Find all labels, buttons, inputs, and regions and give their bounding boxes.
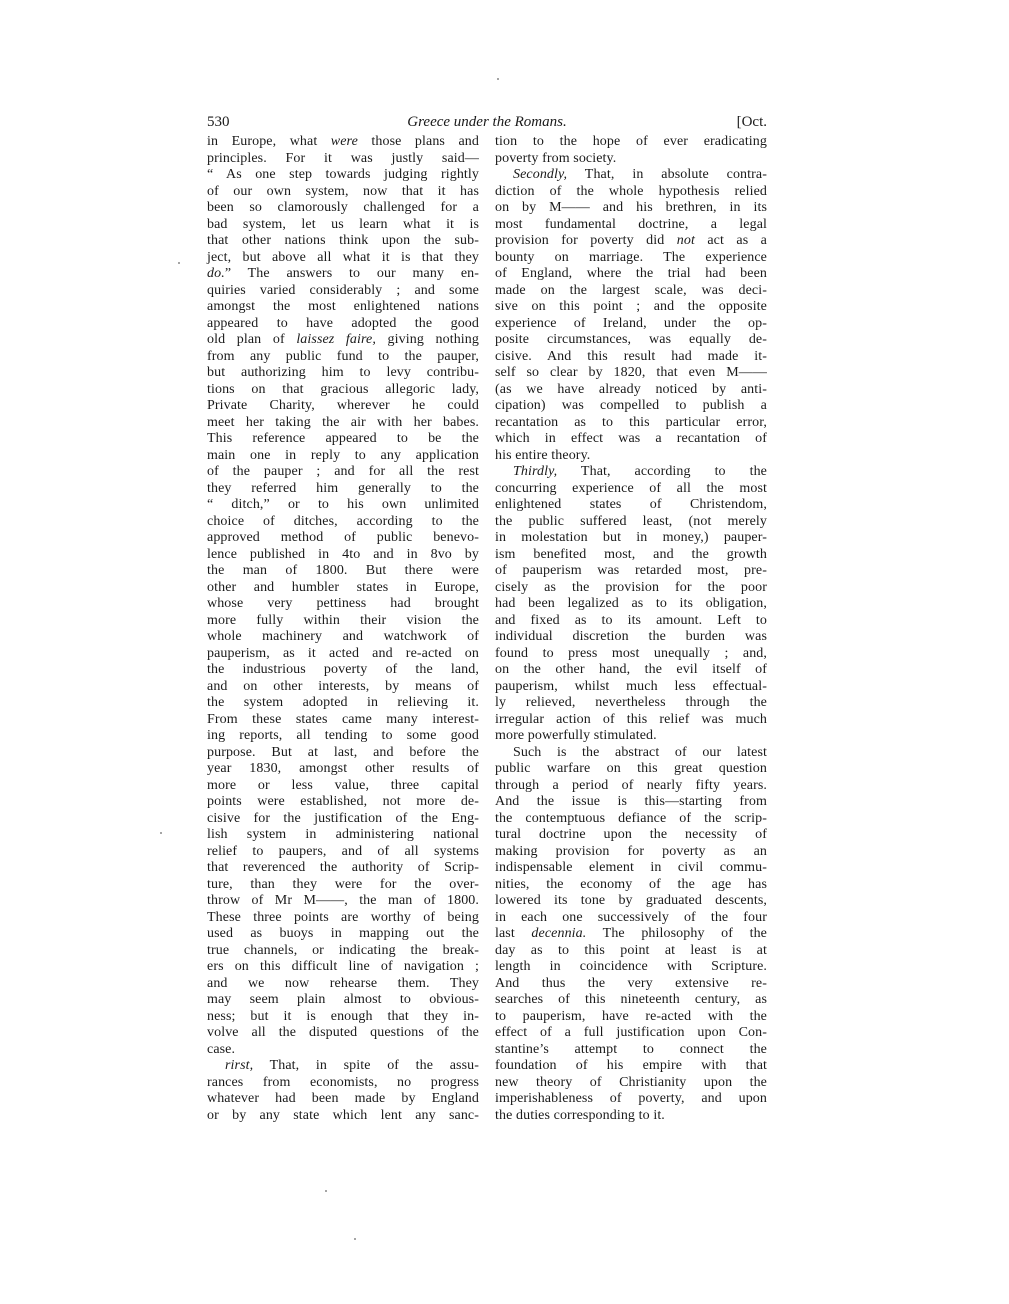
text-line [207, 629, 479, 646]
text-line [495, 910, 767, 927]
text-line [207, 151, 479, 168]
text-line [207, 250, 479, 267]
text-segment: stantine’s attempt to connect the [495, 1041, 767, 1057]
text-segment: “ As one step towards judging rightly [207, 167, 479, 182]
text-segment: in Europe, what [207, 134, 331, 149]
text-segment: purpose. But at last, and before the [207, 744, 479, 760]
text-line [495, 382, 767, 399]
text-segment: Such is the abstract of our latest [513, 744, 767, 760]
text-line [207, 893, 479, 910]
text-segment: on the other hand, the evil itself of [495, 662, 767, 677]
text-segment: from any public fund to the pauper, [207, 348, 479, 364]
text-line [495, 266, 767, 283]
text-line [207, 811, 479, 828]
text-segment: public warfare on this great question [495, 761, 767, 776]
text-segment: tions on that gracious allegoric lady, [207, 381, 479, 397]
text-segment: other and humbler states in Europe, [207, 579, 479, 595]
text-segment: self so clear by 1820, that even M—— [495, 365, 767, 380]
text-segment: approved method of public benevo- [207, 530, 479, 545]
text-line [207, 613, 479, 630]
text-line [495, 1091, 767, 1108]
text-segment: lence published in 4to and in 8vo by [207, 546, 479, 562]
text-segment: may seem plain almost to obvious- [207, 992, 479, 1007]
running-month: [Oct. [736, 114, 767, 130]
text-segment: These three points are worthy of being [207, 909, 479, 925]
text-segment: posite circumstances, was equally de- [495, 332, 767, 347]
text-line [207, 398, 479, 415]
text-line [495, 893, 767, 910]
scan-speck [497, 78, 499, 80]
text-segment: his entire theory. [495, 447, 591, 463]
text-line [495, 184, 767, 201]
running-head [207, 110, 767, 134]
text-line [207, 646, 479, 663]
text-line [207, 415, 479, 432]
text-segment: individual discretion the burden was [495, 629, 767, 644]
text-segment: act as a [694, 233, 767, 248]
scan-speck [354, 1238, 356, 1240]
text-segment: bad system, let us learn what it is [207, 216, 479, 232]
italic-text: were [330, 134, 358, 149]
text-segment: those plans and [357, 134, 479, 149]
text-line [207, 563, 479, 580]
text-segment: making provision for poverty as an [495, 843, 767, 859]
text-segment: more or less value, three capital [207, 777, 479, 793]
text-segment: That, according to the [557, 464, 767, 479]
text-segment: ness; but it is enough that they in- [207, 1008, 479, 1024]
text-line [495, 992, 767, 1009]
text-segment: in molestation but in money,) pauper- [495, 530, 767, 545]
text-segment: lish system in administering national [207, 827, 479, 842]
text-line [495, 200, 767, 217]
text-line [207, 200, 479, 217]
text-segment: pauperism, whilst much less effectual- [495, 678, 767, 694]
text-segment: diction of the whole hypothesis relied [495, 183, 767, 199]
left-column [207, 134, 479, 1124]
text-line [495, 827, 767, 844]
text-segment: cisive. And this result had made it- [495, 348, 767, 364]
text-segment: tural doctrine upon the necessity of [495, 827, 767, 842]
text-line [207, 1058, 479, 1075]
text-line [495, 514, 767, 531]
text-line [207, 761, 479, 778]
text-segment: day as to this point at least is at [495, 942, 767, 958]
text-segment: cisive for the justification of the Eng- [207, 810, 479, 826]
text-segment: cipation) was compelled to publish a [495, 398, 767, 413]
text-segment: searches of this nineteenth century, as [495, 992, 767, 1007]
text-segment: but authorizing him to levy contribu- [207, 365, 479, 380]
text-line [207, 134, 479, 151]
text-line [207, 596, 479, 613]
text-line [495, 1025, 767, 1042]
text-segment: provision for poverty did [495, 233, 677, 248]
text-segment: found to press most unequally ; and, [495, 645, 767, 661]
text-segment: that other nations think upon the sub- [207, 233, 479, 248]
text-line [495, 398, 767, 415]
text-segment: rances from economists, no progress [207, 1074, 479, 1090]
text-line [207, 926, 479, 943]
text-segment: which in effect was a recantation of [495, 431, 767, 446]
text-segment: been so clamorously challenged for a [207, 200, 479, 215]
text-line [495, 646, 767, 663]
text-segment: enlightened states of Christendom, [495, 497, 767, 512]
text-segment: principles. For it was justly said— [207, 150, 479, 166]
text-line [495, 778, 767, 795]
text-segment: main one in reply to any application [207, 447, 479, 463]
text-line [495, 530, 767, 547]
text-line [207, 1075, 479, 1092]
text-line [207, 959, 479, 976]
text-line [207, 844, 479, 861]
text-line [207, 976, 479, 993]
text-line [207, 530, 479, 547]
scan-speck [178, 262, 180, 264]
text-line [495, 613, 767, 630]
text-segment: And the issue is this—starting from [495, 794, 767, 809]
text-segment: (as we have already noticed by anti- [495, 381, 767, 397]
text-line [207, 299, 479, 316]
text-segment: relief to paupers, and of all systems [207, 843, 479, 859]
italic-text: decennia. [531, 926, 587, 941]
text-line [495, 728, 767, 745]
text-line [207, 167, 479, 184]
text-line [495, 712, 767, 729]
italic-text: do. [207, 266, 225, 281]
text-line [207, 332, 479, 349]
text-segment: giving nothing [375, 332, 479, 347]
text-segment: From these states came many interest- [207, 711, 479, 727]
text-line [495, 167, 767, 184]
text-line [495, 134, 767, 151]
text-line [207, 497, 479, 514]
text-line [207, 1091, 479, 1108]
text-line [207, 316, 479, 333]
text-segment: year 1830, amongst other results of [207, 761, 479, 776]
text-segment: ers on this difficult line of navigation ; [207, 959, 479, 974]
italic-text: rirst, [225, 1058, 254, 1073]
text-segment: of pauperism was retarded most, pre- [495, 563, 767, 578]
text-segment: lowered its tone by graduated descents, [495, 893, 767, 908]
text-segment: of our own system, now that it has [207, 183, 479, 199]
text-line [207, 365, 479, 382]
text-segment: length in coincidence with Scripture. [495, 959, 767, 974]
text-line [495, 959, 767, 976]
text-line [495, 679, 767, 696]
text-segment: ” The answers to our many en- [224, 266, 479, 281]
italic-text: laissez faire, [296, 332, 376, 347]
text-segment: volve all the disputed questions of the [207, 1025, 479, 1040]
text-segment: poverty from society. [495, 150, 617, 166]
text-segment: whatever had been made by England [207, 1091, 479, 1106]
text-line [495, 299, 767, 316]
text-line [207, 448, 479, 465]
text-segment: more fully within their vision the [207, 612, 479, 628]
scan-speck [325, 1190, 327, 1192]
text-segment: of England, where the trial had been [495, 266, 767, 281]
text-line [495, 745, 767, 762]
text-line [207, 745, 479, 762]
text-segment: the system adopted in relieving it. [207, 695, 479, 710]
text-line [207, 514, 479, 531]
text-line [495, 580, 767, 597]
text-line [495, 695, 767, 712]
text-segment: indispensable element in civil commu- [495, 860, 767, 875]
text-line [495, 415, 767, 432]
text-segment: whose very pettiness had brought [207, 596, 479, 611]
text-line [495, 761, 767, 778]
text-segment: in each one successively of the four [495, 909, 767, 925]
text-line [207, 877, 479, 894]
text-line [495, 547, 767, 564]
text-line [207, 827, 479, 844]
text-segment: recantation as to this particular error, [495, 414, 767, 430]
text-segment: quiries varied considerably ; and some [207, 282, 479, 298]
page-number: 530 [207, 114, 230, 130]
text-segment: the public suffered least, (not merely [495, 513, 767, 529]
text-line [495, 481, 767, 498]
text-segment: used as buoys in mapping out the [207, 926, 479, 941]
text-line [495, 596, 767, 613]
text-line [495, 811, 767, 828]
text-line [495, 926, 767, 943]
text-line [207, 778, 479, 795]
text-segment: case. [207, 1041, 236, 1057]
text-line [495, 1108, 767, 1125]
text-segment: That, in absolute contra- [567, 167, 767, 182]
text-line [207, 992, 479, 1009]
text-line [207, 679, 479, 696]
text-segment: the contemptuous defiance of the scrip- [495, 810, 767, 826]
text-line [207, 431, 479, 448]
text-line [495, 316, 767, 333]
text-line [207, 349, 479, 366]
text-line [207, 943, 479, 960]
text-line [207, 184, 479, 201]
text-line [495, 332, 767, 349]
text-segment: meet her taking the air with her babes. [207, 414, 479, 430]
text-line [207, 283, 479, 300]
text-line [495, 233, 767, 250]
text-line [495, 448, 767, 465]
text-line [495, 629, 767, 646]
text-segment: bounty on marriage. The experience [495, 249, 767, 265]
text-segment: throw of Mr M——, the man of 1800. [207, 893, 479, 908]
text-line [207, 547, 479, 564]
text-line [207, 266, 479, 283]
text-segment: and we now rehearse them. They [207, 975, 479, 991]
text-segment: amongst the most enlightened nations [207, 299, 479, 314]
text-segment: made on the largest scale, was deci- [495, 282, 767, 298]
text-line [495, 431, 767, 448]
text-segment: And thus the very extensive re- [495, 975, 767, 991]
text-segment: This reference appeared to be the [207, 431, 479, 446]
text-segment: foundation of his empire with that [495, 1058, 767, 1073]
text-segment: and fixed as to its amount. Left to [495, 612, 767, 628]
text-line [207, 794, 479, 811]
text-segment: and on other interests, by means of [207, 678, 479, 694]
text-segment: the industrious poverty of the land, [207, 662, 479, 677]
text-line [495, 250, 767, 267]
text-line [495, 794, 767, 811]
text-segment: effect of a full justification upon Con- [495, 1025, 767, 1040]
text-line [207, 695, 479, 712]
text-segment: new theory of Christianity upon the [495, 1074, 767, 1090]
text-line [495, 217, 767, 234]
text-line [207, 1108, 479, 1125]
text-segment: irregular action of this relief was much [495, 711, 767, 727]
text-line [495, 563, 767, 580]
text-segment: on by M—— and his brethren, in its [495, 200, 767, 215]
text-line [495, 877, 767, 894]
scan-speck [160, 832, 162, 834]
text-segment: had been legalized as to its obligation, [495, 596, 767, 611]
text-segment: old plan of [207, 332, 297, 347]
text-segment: most fundamental doctrine, a legal [495, 216, 767, 232]
text-line [207, 662, 479, 679]
text-line [207, 382, 479, 399]
text-segment: the duties corresponding to it. [495, 1107, 665, 1123]
text-segment: choice of ditches, according to the [207, 513, 479, 529]
text-line [207, 728, 479, 745]
text-line [495, 464, 767, 481]
text-line [207, 1025, 479, 1042]
text-segment: last [495, 926, 532, 941]
text-line [495, 283, 767, 300]
text-line [495, 1042, 767, 1059]
text-line [495, 1075, 767, 1092]
text-segment: nities, the economy of the age has [495, 876, 767, 892]
text-line [495, 1009, 767, 1026]
text-segment: or by any state which lent any sanc- [207, 1107, 479, 1123]
text-segment: ly relieved, nevertheless through the [495, 695, 767, 710]
text-line [495, 943, 767, 960]
text-segment: ism benefited most, and the growth [495, 546, 767, 562]
text-line [207, 712, 479, 729]
text-line [495, 844, 767, 861]
text-line [207, 1009, 479, 1026]
text-segment: sive on this point ; and the opposite [495, 299, 767, 314]
italic-text: Secondly, [513, 167, 568, 182]
text-line [207, 860, 479, 877]
text-segment: pauperism, as it acted and re-acted on [207, 645, 479, 661]
text-segment: through a period of nearly fifty years. [495, 777, 767, 793]
text-segment: of the pauper ; and for all the rest [207, 464, 479, 479]
text-line [495, 1058, 767, 1075]
text-line [495, 365, 767, 382]
text-line [207, 580, 479, 597]
text-line [495, 860, 767, 877]
text-line [495, 349, 767, 366]
text-segment: the man of 1800. But there were [207, 563, 479, 578]
text-segment: they referred him generally to the [207, 480, 479, 496]
text-line [207, 910, 479, 927]
text-line [495, 662, 767, 679]
italic-text: Thirdly, [513, 464, 558, 479]
text-segment: “ ditch,” or to his own unlimited [207, 497, 479, 512]
text-segment: that reverenced the authority of Scrip- [207, 860, 479, 875]
text-segment: ject, but above all what it is that they [207, 249, 479, 265]
text-segment: Private Charity, wherever he could [207, 398, 479, 413]
text-segment: to pauperism, have re-acted with the [495, 1008, 767, 1024]
text-segment: whole machinery and watchwork of [207, 629, 479, 644]
text-segment: appeared to have adopted the good [207, 315, 479, 331]
text-segment: true channels, or indicating the break- [207, 942, 479, 958]
book-page [207, 110, 767, 1123]
text-segment: ture, than they were for the over- [207, 876, 479, 892]
text-line [495, 976, 767, 993]
italic-text: not [676, 233, 695, 248]
text-segment: cisely as the provision for the poor [495, 579, 767, 595]
text-segment: points were established, not more de- [207, 794, 479, 809]
text-segment: That, in spite of the assu- [253, 1058, 479, 1073]
text-segment: concurring experience of all the most [495, 480, 767, 496]
text-segment: imperishableness of poverty, and upon [495, 1091, 767, 1106]
text-line [495, 497, 767, 514]
text-line [207, 464, 479, 481]
text-line [207, 233, 479, 250]
text-line [207, 481, 479, 498]
right-column [495, 134, 767, 1124]
text-segment: experience of Ireland, under the op- [495, 315, 767, 331]
text-segment: tion to the hope of ever eradicating [495, 134, 767, 149]
text-line [207, 217, 479, 234]
text-line [207, 1042, 479, 1059]
text-segment: The philosophy of the [586, 926, 767, 941]
text-segment: more powerfully stimulated. [495, 728, 657, 743]
text-line [495, 151, 767, 168]
running-title: Greece under the Romans. [407, 114, 567, 130]
text-segment: ing reports, all tending to some good [207, 728, 479, 743]
